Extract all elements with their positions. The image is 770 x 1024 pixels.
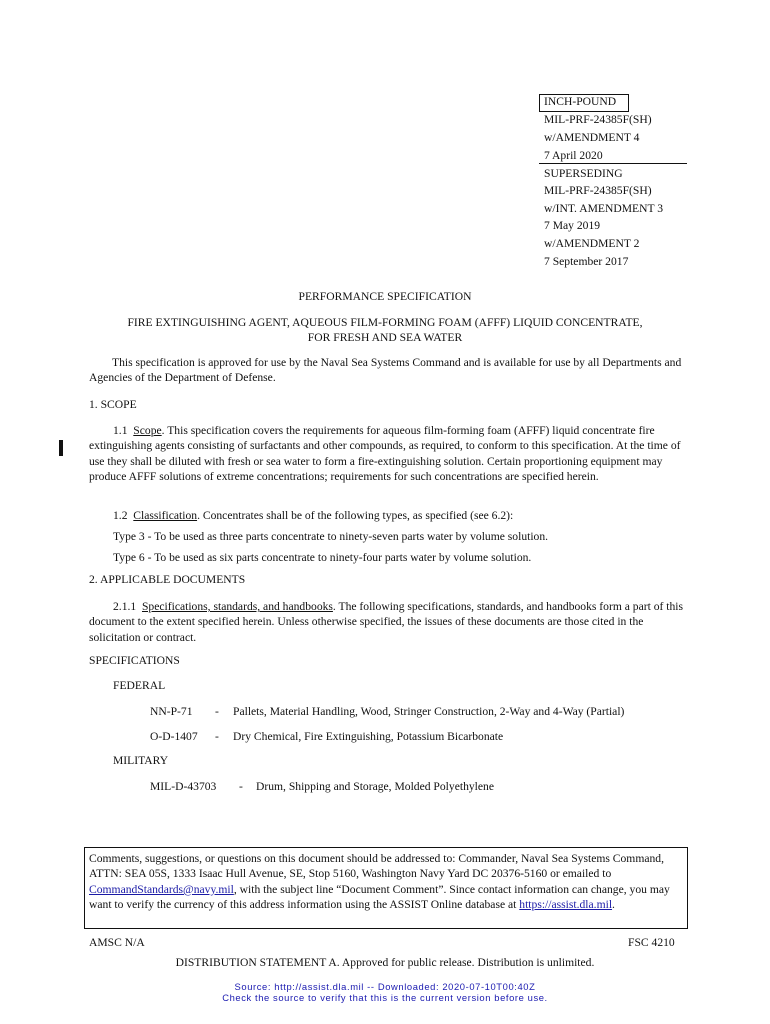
title-line-1: FIRE EXTINGUISHING AGENT, AQUEOUS FILM-FORMING FOAM (AFFF) LIQUID CONCENTRATE, [127, 316, 643, 329]
comments-text-before: Comments, suggestions, or questions on this document should be addressed to: Commander, Naval Sea Systems Command, ATTN: SEA 05S, 1333 Isaac Hull Avenue, SE, Stop 5160, Washington Navy Yard DC 20376-5160 or emailed to [89, 852, 664, 881]
scope-heading: 1. SCOPE [89, 398, 137, 411]
title-line-2: FOR FRESH AND SEA WATER [307, 331, 463, 344]
section-1-2-title: Classification [133, 509, 198, 522]
section-2-1-1-number: 2.1.1 [113, 600, 137, 613]
superseded-amendment-date: 7 September 2017 [544, 255, 629, 268]
type-6-description: Type 6 - To be used as six parts concentrate to ninety-four parts water by volume solution. [113, 551, 532, 564]
section-2-1-1-text: . The following specifications, standards, and handbooks form a part of this document to the extent specified herein. Unless otherwise specified, the issues of these documents are those cited in the solicitation or contract. [89, 600, 684, 644]
inch-pound-label: INCH-POUND [544, 95, 617, 108]
header-divider [539, 163, 687, 164]
federal-spec-title: Pallets, Material Handling, Wood, Stringer Construction, 2-Way and 4-Way (Partial) [233, 705, 625, 718]
military-spec-title: Drum, Shipping and Storage, Molded Polyethylene [256, 780, 494, 793]
spec-type: PERFORMANCE SPECIFICATION [298, 290, 472, 303]
assist-link[interactable]: https://assist.dla.mil [519, 898, 613, 912]
superseding-label: SUPERSEDING [544, 167, 623, 180]
section-1-2-text: . Concentrates shall be of the following types, as specified (see 6.2): [197, 509, 514, 522]
federal-spec-dash: - [215, 730, 219, 743]
section-2-1-1 [89, 599, 684, 645]
type-3-description: Type 3 - To be used as three parts concentrate to ninety-seven parts water by volume solution. [113, 530, 549, 543]
document-date: 7 April 2020 [544, 149, 603, 162]
section-1-1-text: . This specification covers the requirements for aqueous film-forming foam (AFFF) liquid concentrate fire extinguishing agents consisting of surfactants and other compounds, as required, to conform to this specification. At the time of use they shall be diluted with fresh or sea water to form a fire-extinguishing solution. Certain proportioning equipment may produce AFFF solutions of extreme concentrations; requirements for such concentrations are specified herein. [89, 424, 681, 484]
superseded-int-date: 7 May 2019 [544, 219, 601, 232]
federal-heading: FEDERAL [113, 679, 166, 692]
amsc-label: AMSC N/A [89, 936, 145, 949]
comments-text-middle: , with the subject line “Document Comment”. Since contact information can change, you may want to verify the currency of this address information using the ASSIST Online database at [89, 882, 670, 912]
comments-text-after: . [612, 898, 615, 912]
superseded-document-id: MIL-PRF-24385F(SH) [544, 184, 652, 197]
fsc-label: FSC 4210 [628, 936, 675, 949]
comments-text [89, 851, 681, 913]
superseded-int-amendment: w/INT. AMENDMENT 3 [544, 202, 664, 215]
section-1-1-number: 1.1 [113, 424, 128, 437]
military-spec-dash: - [239, 780, 243, 793]
email-link[interactable]: CommandStandards@navy.mil [89, 882, 234, 896]
federal-spec-title: Dry Chemical, Fire Extinguishing, Potassium Bicarbonate [233, 730, 504, 743]
amendment: w/AMENDMENT 4 [544, 131, 640, 144]
superseded-amendment: w/AMENDMENT 2 [544, 237, 640, 250]
federal-spec-dash: - [215, 705, 219, 718]
source-line: Source: http://assist.dla.mil -- Downloaded: 2020-07-10T00:40Z [234, 981, 536, 992]
section-1-1 [89, 423, 684, 485]
applicable-documents-heading: 2. APPLICABLE DOCUMENTS [89, 573, 246, 586]
document-id: MIL-PRF-24385F(SH) [544, 113, 652, 126]
military-heading: MILITARY [113, 754, 169, 767]
military-spec-id: MIL-D-43703 [150, 780, 217, 793]
federal-spec-id: NN-P-71 [150, 705, 193, 718]
specifications-heading: SPECIFICATIONS [89, 654, 180, 667]
approval-statement: This specification is approved for use by the Naval Sea Systems Command and is available for use by all Departments and Agencies of the Department of Defense. [89, 356, 682, 385]
section-1-1-title: Scope [133, 424, 162, 437]
section-2-1-1-title: Specifications, standards, and handbooks [141, 600, 333, 613]
change-bar [59, 440, 63, 456]
section-1-2 [89, 508, 684, 523]
verify-line: Check the source to verify that this is the current version before use. [222, 992, 548, 1003]
federal-spec-id: O-D-1407 [150, 730, 198, 743]
section-1-2-number: 1.2 [113, 509, 128, 522]
distribution-statement: DISTRIBUTION STATEMENT A. Approved for public release. Distribution is unlimited. [175, 956, 595, 969]
